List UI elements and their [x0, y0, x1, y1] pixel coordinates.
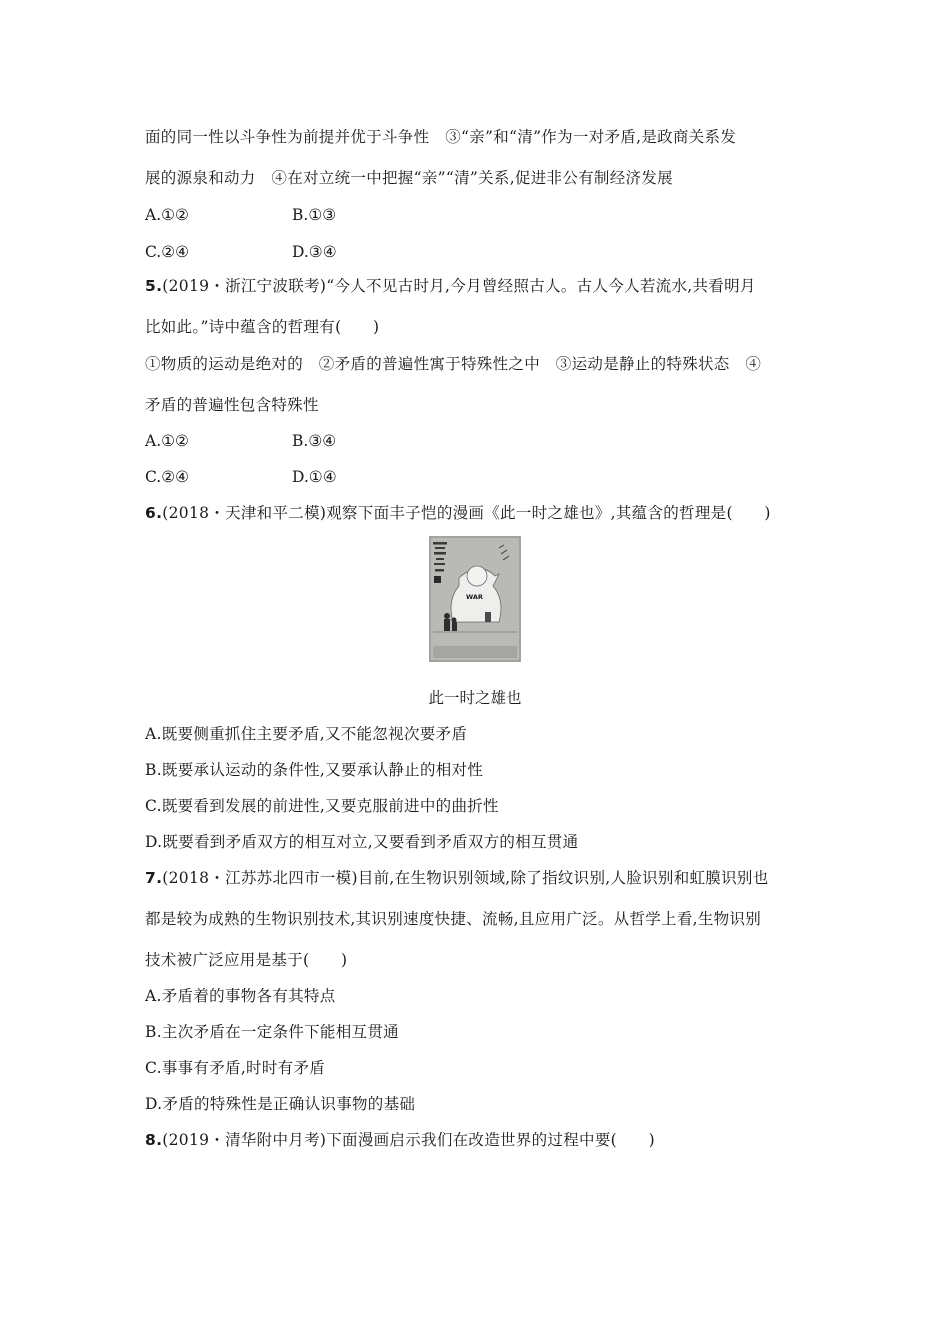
q7-stem-line-1 [145, 868, 810, 888]
war-label: WAR [466, 593, 483, 601]
cartoon-ground [433, 646, 517, 658]
q6-stem-text: (2018・天津和平二模)观察下面丰子恺的漫画《此一时之雄也》,其蕴含的哲理是( ) [162, 504, 771, 522]
q5-number: 5. [145, 277, 163, 295]
snowman-head-icon [467, 566, 487, 586]
q4-option-a[interactable]: A.①② [145, 206, 189, 224]
q5-option-d[interactable]: D.①④ [292, 468, 337, 486]
q5-stem-line-3: ①物质的运动是绝对的 ②矛盾的普遍性寓于特殊性之中 ③运动是静止的特殊状态 ④ [145, 355, 762, 373]
q8-number: 8. [145, 1131, 163, 1149]
q4-option-b[interactable]: B.①③ [292, 206, 337, 224]
q8-stem-line-1 [145, 1130, 810, 1150]
q7-option-d[interactable]: D.矛盾的特殊性是正确认识事物的基础 [145, 1095, 416, 1113]
q6-option-c[interactable]: C.既要看到发展的前进性,又要克服前进中的曲折性 [145, 797, 499, 815]
q6-option-a[interactable]: A.既要侧重抓住主要矛盾,又不能忽视次要矛盾 [145, 725, 468, 743]
q5-option-b[interactable]: B.③④ [292, 432, 337, 450]
cartoon-image [429, 536, 521, 662]
q7-number: 7. [145, 869, 163, 887]
q4-option-d[interactable]: D.③④ [292, 243, 337, 261]
q7-option-a[interactable]: A.矛盾着的事物各有其特点 [145, 987, 336, 1005]
hat-icon [485, 612, 491, 622]
q5-option-a[interactable]: A.①② [145, 432, 189, 450]
q5-option-c[interactable]: C.②④ [145, 468, 190, 486]
q6-stem-line-1 [145, 503, 810, 523]
cartoon-caption: 此一时之雄也 [428, 689, 522, 707]
q6-number: 6. [145, 504, 163, 522]
q6-option-b[interactable]: B.既要承认运动的条件性,又要承认静止的相对性 [145, 761, 484, 779]
q4-option-c[interactable]: C.②④ [145, 243, 190, 261]
q5-stem-line-2: 比如此。”诗中蕴含的哲理有( ) [145, 318, 380, 336]
q8-stem-text: (2019・清华附中月考)下面漫画启示我们在改造世界的过程中要( ) [162, 1131, 655, 1149]
q7-stem-text: (2018・江苏苏北四市一模)目前,在生物识别领域,除了指纹识别,人脸识别和虹膜识别也 [162, 869, 769, 887]
q7-option-b[interactable]: B.主次矛盾在一定条件下能相互贯通 [145, 1023, 399, 1041]
q7-stem-line-2: 都是较为成熟的生物识别技术,其识别速度快捷、流畅,且应用广泛。从哲学上看,生物识别 [145, 910, 762, 928]
q7-stem-line-3: 技术被广泛应用是基于( ) [145, 951, 348, 969]
q5-stem-line-4: 矛盾的普遍性包含特殊性 [145, 396, 319, 414]
q7-option-c[interactable]: C.事事有矛盾,时时有矛盾 [145, 1059, 326, 1077]
q5-stem-line-1 [145, 276, 810, 296]
q5-stem-text: (2019・浙江宁波联考)“今人不见古时月,今月曾经照古人。古人今人若流水,共看明月 [162, 277, 756, 295]
q4-stem-line-1: 面的同一性以斗争性为前提并优于斗争性 ③“亲”和“清”作为一对矛盾,是政商关系发 [145, 128, 737, 146]
q4-stem-line-2: 展的源泉和动力 ④在对立统一中把握“亲”“清”关系,促进非公有制经济发展 [145, 169, 673, 187]
q6-option-d[interactable]: D.既要看到矛盾双方的相互对立,又要看到矛盾双方的相互贯通 [145, 833, 579, 851]
